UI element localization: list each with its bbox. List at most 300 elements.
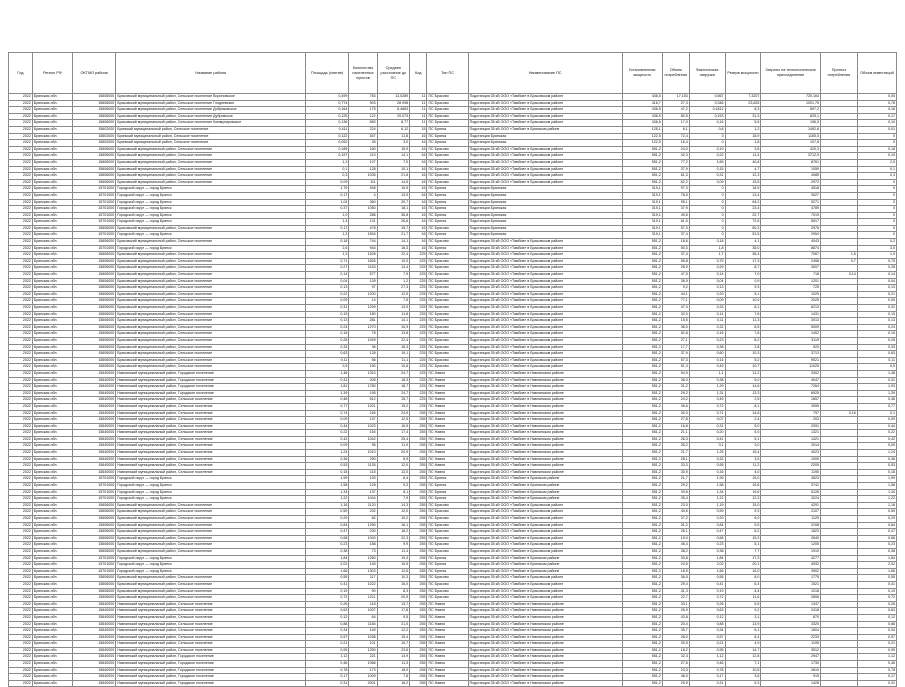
- table-cell[interactable]: 0,38: [689, 344, 725, 351]
- table-cell[interactable]: 52,8: [662, 331, 689, 338]
- table-cell[interactable]: Навлинский муниципальный район, Городское поселение: [116, 384, 306, 391]
- table-cell[interactable]: Брянская обл.: [32, 555, 72, 562]
- table-cell[interactable]: Подстанция 35 кВ ООО «Тамбов» в Брасовском районе: [468, 522, 622, 529]
- table-cell[interactable]: 101: [349, 641, 377, 648]
- table-row[interactable]: [9, 384, 897, 391]
- table-cell[interactable]: 29,2: [662, 483, 689, 490]
- table-cell[interactable]: 2014: [761, 443, 821, 450]
- table-cell[interactable]: ПС Брасово: [427, 166, 468, 173]
- table-cell[interactable]: 16,0: [725, 568, 761, 575]
- table-cell[interactable]: 2022: [9, 443, 33, 450]
- table-cell[interactable]: [820, 318, 857, 325]
- table-cell[interactable]: 0,42: [857, 436, 896, 443]
- table-cell[interactable]: 15640000: [72, 661, 115, 668]
- table-cell[interactable]: 1153: [349, 265, 377, 272]
- table-cell[interactable]: 319,1: [622, 206, 662, 213]
- table-cell[interactable]: 255: [410, 575, 427, 582]
- table-cell[interactable]: 50,3: [662, 245, 689, 252]
- table-cell[interactable]: 15,7: [377, 397, 410, 404]
- table-cell[interactable]: 15640000: [72, 469, 115, 476]
- table-row[interactable]: [9, 450, 897, 457]
- table-cell[interactable]: 2025: [761, 298, 821, 305]
- table-cell[interactable]: 551,2: [622, 159, 662, 166]
- table-row[interactable]: [9, 647, 897, 654]
- table-cell[interactable]: 16,0: [377, 581, 410, 588]
- table-cell[interactable]: 15640000: [72, 403, 115, 410]
- table-cell[interactable]: 21,6: [377, 173, 410, 180]
- table-cell[interactable]: 13,4: [725, 192, 761, 199]
- table-cell[interactable]: Навлинский муниципальный район, Сельское поселение: [116, 397, 306, 404]
- table-cell[interactable]: 17,7: [662, 344, 689, 351]
- table-cell[interactable]: 1910: [761, 548, 821, 555]
- table-cell[interactable]: 825,1: [761, 113, 821, 120]
- table-cell[interactable]: 255: [410, 469, 427, 476]
- table-cell[interactable]: Брянская обл.: [32, 667, 72, 674]
- table-row[interactable]: [9, 331, 897, 338]
- table-cell[interactable]: 16: [410, 159, 427, 166]
- table-cell[interactable]: 15,0: [725, 476, 761, 483]
- table-cell[interactable]: 9,3: [725, 285, 761, 292]
- table-cell[interactable]: 6,4663: [377, 107, 410, 114]
- table-row[interactable]: [9, 377, 897, 384]
- table-cell[interactable]: 15606000: [72, 94, 115, 101]
- table-cell[interactable]: Навлинский муниципальный район, Сельское поселение: [116, 450, 306, 457]
- table-row[interactable]: [9, 423, 897, 430]
- table-cell[interactable]: Подстанция Брянская: [468, 140, 622, 147]
- table-cell[interactable]: Брянская обл.: [32, 562, 72, 569]
- column-header[interactable]: Фактическая нагрузка: [689, 53, 725, 94]
- table-cell[interactable]: 2022: [9, 436, 33, 443]
- table-cell[interactable]: 2022: [9, 364, 33, 371]
- table-cell[interactable]: Навлинский муниципальный район, Сельское поселение: [116, 417, 306, 424]
- table-cell[interactable]: Брянская обл.: [32, 568, 72, 575]
- table-cell[interactable]: ПС Брасово: [427, 588, 468, 595]
- table-cell[interactable]: Брянская обл.: [32, 298, 72, 305]
- table-cell[interactable]: 13,9: [377, 305, 410, 312]
- table-cell[interactable]: 0,11: [857, 357, 896, 364]
- table-cell[interactable]: ПС Брянск: [427, 568, 468, 575]
- table-cell[interactable]: 24,9: [377, 410, 410, 417]
- table-cell[interactable]: 0,15: [857, 311, 896, 318]
- table-cell[interactable]: Брянская обл.: [32, 516, 72, 523]
- table-cell[interactable]: 255: [410, 654, 427, 661]
- table-cell[interactable]: 0,95: [689, 647, 725, 654]
- table-cell[interactable]: Брянская обл.: [32, 219, 72, 226]
- table-cell[interactable]: Подстанция 35 кВ ООО «Тамбов» в Брасовском районе: [468, 305, 622, 312]
- table-row[interactable]: [9, 245, 897, 252]
- table-cell[interactable]: 1184: [349, 621, 377, 628]
- table-cell[interactable]: 15606000: [72, 298, 115, 305]
- table-cell[interactable]: 3712,5: [761, 153, 821, 160]
- table-cell[interactable]: 3,6: [725, 146, 761, 153]
- table-row[interactable]: [9, 100, 897, 107]
- table-cell[interactable]: Брянская обл.: [32, 318, 72, 325]
- table-cell[interactable]: Подстанция 35 кВ ООО «Тамбов» в Брасовском районе: [468, 588, 622, 595]
- table-row[interactable]: [9, 337, 897, 344]
- table-cell[interactable]: ПС Брасово: [427, 344, 468, 351]
- table-cell[interactable]: ПС Навля: [427, 469, 468, 476]
- table-row[interactable]: [9, 258, 897, 265]
- table-cell[interactable]: 1431: [761, 311, 821, 318]
- table-cell[interactable]: Брасовский муниципальный район, Сельское поселение: [116, 166, 306, 173]
- table-cell[interactable]: 2022: [9, 608, 33, 615]
- table-cell[interactable]: Брянская обл.: [32, 192, 72, 199]
- table-cell[interactable]: 0,189: [306, 146, 349, 153]
- table-cell[interactable]: 10,0: [725, 298, 761, 305]
- table-row[interactable]: [9, 489, 897, 496]
- table-cell[interactable]: 0,09: [306, 179, 349, 186]
- table-cell[interactable]: 0,41: [689, 436, 725, 443]
- table-cell[interactable]: Брасовский муниципальный район, Сельское поселение: [116, 522, 306, 529]
- table-cell[interactable]: 12,9: [377, 291, 410, 298]
- table-cell[interactable]: 188: [349, 542, 377, 549]
- table-cell[interactable]: 15640000: [72, 417, 115, 424]
- table-cell[interactable]: ПС Брасово: [427, 595, 468, 602]
- table-cell[interactable]: Брасовский муниципальный район, Сельское поселение Коммунаровское: [116, 120, 306, 127]
- table-cell[interactable]: Навлинский муниципальный район, Городское поселение: [116, 390, 306, 397]
- table-cell[interactable]: Брасовский муниципальный район, Сельское поселение: [116, 291, 306, 298]
- table-cell[interactable]: 0,88: [306, 621, 349, 628]
- table-cell[interactable]: 1780: [349, 384, 377, 391]
- table-cell[interactable]: 23,6: [377, 647, 410, 654]
- table-cell[interactable]: 0: [689, 133, 725, 140]
- table-cell[interactable]: 2022: [9, 456, 33, 463]
- table-row[interactable]: [9, 364, 897, 371]
- table-cell[interactable]: Подстанция 35 кВ ООО «Тамбов» в Брянском районе: [468, 126, 622, 133]
- table-cell[interactable]: 11: [410, 107, 427, 114]
- table-cell[interactable]: [820, 364, 857, 371]
- table-cell[interactable]: Брасовский муниципальный район, Сельское поселение Добриковское: [116, 107, 306, 114]
- table-cell[interactable]: 95,1: [662, 199, 689, 206]
- table-cell[interactable]: Брасовский муниципальный район, Сельское поселение: [116, 153, 306, 160]
- table-cell[interactable]: 8874: [761, 245, 821, 252]
- table-row[interactable]: [9, 502, 897, 509]
- table-cell[interactable]: 17,3: [725, 258, 761, 265]
- table-cell[interactable]: 2022: [9, 186, 33, 193]
- table-cell[interactable]: Подстанция 35 кВ ООО «Тамбов» в Брасовском районе: [468, 331, 622, 338]
- table-cell[interactable]: 870: [761, 614, 821, 621]
- table-cell[interactable]: 1,99: [306, 476, 349, 483]
- table-cell[interactable]: 255: [410, 516, 427, 523]
- table-cell[interactable]: 255: [410, 647, 427, 654]
- table-cell[interactable]: Подстанция 35 кВ ООО «Тамбов» в Брасовском районе: [468, 179, 622, 186]
- table-cell[interactable]: 15640000: [72, 680, 115, 687]
- table-cell[interactable]: 0,21: [857, 641, 896, 648]
- table-cell[interactable]: Брянская обл.: [32, 166, 72, 173]
- table-cell[interactable]: 0,53: [306, 463, 349, 470]
- table-cell[interactable]: 2022: [9, 667, 33, 674]
- table-cell[interactable]: 551,2: [622, 265, 662, 272]
- table-row[interactable]: [9, 232, 897, 239]
- table-cell[interactable]: Брасовский муниципальный район, Сельское поселение: [116, 529, 306, 536]
- table-cell[interactable]: Брянская обл.: [32, 272, 72, 279]
- table-cell[interactable]: 77,1: [662, 298, 689, 305]
- table-cell[interactable]: 551,2: [622, 614, 662, 621]
- table-cell[interactable]: ПС Брасово: [427, 529, 468, 536]
- table-cell[interactable]: [820, 245, 857, 252]
- table-cell[interactable]: 90: [349, 588, 377, 595]
- table-cell[interactable]: Брянский муниципальный район, Сельское поселение: [116, 140, 306, 147]
- table-cell[interactable]: 0,44: [857, 423, 896, 430]
- table-cell[interactable]: Брянская обл.: [32, 608, 72, 615]
- table-cell[interactable]: [820, 311, 857, 318]
- table-cell[interactable]: 551,2: [622, 661, 662, 668]
- table-cell[interactable]: 16,5: [377, 423, 410, 430]
- table-cell[interactable]: Брянская обл.: [32, 140, 72, 147]
- table-cell[interactable]: Подстанция 35 кВ ООО «Тамбов» в Брасовском районе: [468, 100, 622, 107]
- table-cell[interactable]: ПС Брасово: [427, 331, 468, 338]
- table-cell[interactable]: 0,16: [689, 469, 725, 476]
- table-cell[interactable]: [820, 443, 857, 450]
- table-row[interactable]: [9, 522, 897, 529]
- table-cell[interactable]: 1,16: [857, 502, 896, 509]
- table-cell[interactable]: 55,8: [662, 258, 689, 265]
- table-cell[interactable]: [820, 661, 857, 668]
- table-cell[interactable]: 35,7: [662, 628, 689, 635]
- table-cell[interactable]: Брянская обл.: [32, 311, 72, 318]
- table-cell[interactable]: 16: [410, 245, 427, 252]
- table-cell[interactable]: 225: [410, 298, 427, 305]
- table-cell[interactable]: 8,3: [725, 107, 761, 114]
- table-cell[interactable]: Подстанция 35 кВ ООО «Тамбов» в Навлинском районе: [468, 614, 622, 621]
- table-cell[interactable]: 0,37: [306, 206, 349, 213]
- table-cell[interactable]: 255: [410, 601, 427, 608]
- table-cell[interactable]: 225: [410, 285, 427, 292]
- table-cell[interactable]: 15606000: [72, 265, 115, 272]
- table-cell[interactable]: Навлинский муниципальный район, Городское поселение: [116, 667, 306, 674]
- table-row[interactable]: [9, 370, 897, 377]
- table-cell[interactable]: 551,2: [622, 575, 662, 582]
- table-cell[interactable]: 8,1: [377, 489, 410, 496]
- table-row[interactable]: [9, 417, 897, 424]
- table-cell[interactable]: 2022: [9, 239, 33, 246]
- table-cell[interactable]: 15,2: [377, 403, 410, 410]
- table-cell[interactable]: Брянская обл.: [32, 529, 72, 536]
- table-cell[interactable]: 3302: [761, 370, 821, 377]
- table-cell[interactable]: ПС Брянск: [427, 212, 468, 219]
- table-cell[interactable]: 0: [857, 179, 896, 186]
- table-cell[interactable]: 0,18: [857, 469, 896, 476]
- table-cell[interactable]: 0,34: [857, 628, 896, 635]
- table-cell[interactable]: 16: [410, 232, 427, 239]
- table-cell[interactable]: 0,15: [857, 331, 896, 338]
- table-cell[interactable]: Подстанция 35 кВ ООО «Тамбов» в Навлинском районе: [468, 423, 622, 430]
- table-cell[interactable]: 0,26: [306, 601, 349, 608]
- table-cell[interactable]: Городской округ — город Брянск: [116, 496, 306, 503]
- column-header[interactable]: Объем потребления: [662, 53, 689, 94]
- table-cell[interactable]: 145: [349, 562, 377, 569]
- table-cell[interactable]: ПС Брасово: [427, 542, 468, 549]
- table-cell[interactable]: 0,09: [689, 179, 725, 186]
- table-cell[interactable]: Навлинский муниципальный район, Городское поселение: [116, 377, 306, 384]
- table-row[interactable]: [9, 667, 897, 674]
- table-cell[interactable]: 0,49: [689, 364, 725, 371]
- table-cell[interactable]: 28,998: [377, 100, 410, 107]
- table-cell[interactable]: 51,5: [725, 232, 761, 239]
- table-cell[interactable]: 0,31: [857, 305, 896, 312]
- table-row[interactable]: [9, 311, 897, 318]
- table-cell[interactable]: 11: [410, 94, 427, 101]
- table-cell[interactable]: 29,2: [662, 390, 689, 397]
- table-cell[interactable]: 0,18: [306, 239, 349, 246]
- table-cell[interactable]: 551,2: [622, 430, 662, 437]
- table-cell[interactable]: Подстанция Брянская: [468, 192, 622, 199]
- table-cell[interactable]: ПС Навля: [427, 601, 468, 608]
- table-cell[interactable]: 2022: [9, 680, 33, 687]
- table-cell[interactable]: 551,2: [622, 252, 662, 259]
- table-cell[interactable]: 8761: [761, 159, 821, 166]
- table-cell[interactable]: 2022: [9, 601, 33, 608]
- table-cell[interactable]: 1010: [349, 450, 377, 457]
- table-row[interactable]: [9, 94, 897, 101]
- table-cell[interactable]: 1,99: [689, 476, 725, 483]
- table-cell[interactable]: 15,5: [377, 186, 410, 193]
- table-cell[interactable]: 22,7: [662, 595, 689, 602]
- table-cell[interactable]: 0,60: [689, 351, 725, 358]
- table-cell[interactable]: ПС Навля: [427, 384, 468, 391]
- table-cell[interactable]: 1,4: [306, 219, 349, 226]
- table-cell[interactable]: [820, 357, 857, 364]
- table-cell[interactable]: 64,2: [725, 199, 761, 206]
- table-cell[interactable]: 0,14: [820, 272, 857, 279]
- table-cell[interactable]: 2,5: [725, 397, 761, 404]
- table-cell[interactable]: 0,27: [306, 265, 349, 272]
- column-header[interactable]: Наименование ПС: [468, 53, 622, 94]
- table-cell[interactable]: 15701000: [72, 212, 115, 219]
- table-cell[interactable]: 551,2: [622, 469, 662, 476]
- table-cell[interactable]: 0,122: [306, 133, 349, 140]
- table-cell[interactable]: Брянская обл.: [32, 384, 72, 391]
- table-cell[interactable]: 15606000: [72, 331, 115, 338]
- table-cell[interactable]: Подстанция 35 кВ ООО «Тамбов» в Навлинском районе: [468, 403, 622, 410]
- table-cell[interactable]: 547: [349, 133, 377, 140]
- table-cell[interactable]: Брасовский муниципальный район, Сельское поселение: [116, 225, 306, 232]
- table-cell[interactable]: 15606000: [72, 535, 115, 542]
- table-cell[interactable]: ПС Брасово: [427, 272, 468, 279]
- table-cell[interactable]: [820, 278, 857, 285]
- table-cell[interactable]: 0,33: [689, 305, 725, 312]
- table-cell[interactable]: [820, 469, 857, 476]
- table-cell[interactable]: [820, 331, 857, 338]
- table-cell[interactable]: 2022: [9, 278, 33, 285]
- table-cell[interactable]: ПС Брянск: [427, 483, 468, 490]
- table-cell[interactable]: 4,7: [725, 166, 761, 173]
- table-cell[interactable]: 0,11: [306, 357, 349, 364]
- table-cell[interactable]: 0,23: [857, 542, 896, 549]
- table-cell[interactable]: ПС Брянск: [427, 133, 468, 140]
- table-cell[interactable]: 225: [410, 278, 427, 285]
- table-cell[interactable]: Подстанция Брянская: [468, 133, 622, 140]
- table-cell[interactable]: [820, 186, 857, 193]
- table-cell[interactable]: 39,5: [662, 641, 689, 648]
- table-cell[interactable]: 9,5: [377, 614, 410, 621]
- table-cell[interactable]: 2022: [9, 496, 33, 503]
- table-cell[interactable]: 154: [349, 430, 377, 437]
- table-cell[interactable]: 0,48: [306, 397, 349, 404]
- table-cell[interactable]: 948: [349, 186, 377, 193]
- table-cell[interactable]: Брянская обл.: [32, 337, 72, 344]
- table-cell[interactable]: [820, 529, 857, 536]
- table-row[interactable]: [9, 601, 897, 608]
- table-cell[interactable]: 15606000: [72, 166, 115, 173]
- table-cell[interactable]: 0,5: [857, 364, 896, 371]
- table-cell[interactable]: 0,14: [689, 311, 725, 318]
- table-cell[interactable]: 225: [410, 258, 427, 265]
- table-cell[interactable]: 0,29: [306, 516, 349, 523]
- table-cell[interactable]: 4,1: [725, 239, 761, 246]
- table-cell[interactable]: Подстанция 35 кВ ООО «Тамбов» в Брянском районе: [468, 483, 622, 490]
- table-cell[interactable]: 15640000: [72, 614, 115, 621]
- table-cell[interactable]: 0,47: [689, 529, 725, 536]
- table-cell[interactable]: 9,3: [725, 509, 761, 516]
- table-cell[interactable]: 15640000: [72, 397, 115, 404]
- table-cell[interactable]: 319,1: [622, 219, 662, 226]
- table-cell[interactable]: ПС Навля: [427, 370, 468, 377]
- table-cell[interactable]: 1,22: [689, 496, 725, 503]
- table-cell[interactable]: 15606000: [72, 278, 115, 285]
- table-cell[interactable]: Подстанция 35 кВ ООО «Тамбов» в Брасовском районе: [468, 146, 622, 153]
- table-cell[interactable]: 0,7: [820, 258, 857, 265]
- table-cell[interactable]: 255: [410, 581, 427, 588]
- table-cell[interactable]: 36,9: [662, 278, 689, 285]
- table-cell[interactable]: 0,88: [689, 621, 725, 628]
- table-cell[interactable]: 0,14: [689, 272, 725, 279]
- table-cell[interactable]: 45,4: [662, 542, 689, 549]
- table-cell[interactable]: 436,5: [622, 94, 662, 101]
- table-cell[interactable]: ПС Брасово: [427, 239, 468, 246]
- table-cell[interactable]: 0,72: [689, 595, 725, 602]
- table-cell[interactable]: 0: [857, 206, 896, 213]
- table-cell[interactable]: 18,2: [377, 529, 410, 536]
- table-cell[interactable]: 0,22: [306, 430, 349, 437]
- table-cell[interactable]: Навлинский муниципальный район, Сельское поселение: [116, 430, 306, 437]
- table-cell[interactable]: Навлинский муниципальный район, Сельское поселение: [116, 423, 306, 430]
- table-row[interactable]: [9, 272, 897, 279]
- table-cell[interactable]: 13,0: [377, 469, 410, 476]
- table-cell[interactable]: 4047: [761, 377, 821, 384]
- table-cell[interactable]: 2,5: [857, 159, 896, 166]
- table-cell[interactable]: 15640000: [72, 370, 115, 377]
- table-cell[interactable]: 1,66: [306, 568, 349, 575]
- table-cell[interactable]: 82: [349, 516, 377, 523]
- table-cell[interactable]: 255: [410, 614, 427, 621]
- table-cell[interactable]: 0,78: [306, 667, 349, 674]
- table-cell[interactable]: 15701000: [72, 199, 115, 206]
- table-cell[interactable]: 4,4: [725, 588, 761, 595]
- table-cell[interactable]: Брянская обл.: [32, 126, 72, 133]
- table-cell[interactable]: 551,2: [622, 278, 662, 285]
- table-cell[interactable]: 1521: [761, 581, 821, 588]
- table-cell[interactable]: 21,7: [662, 476, 689, 483]
- column-header[interactable]: Тип ПС: [427, 53, 468, 94]
- table-cell[interactable]: ПС Брасово: [427, 318, 468, 325]
- table-cell[interactable]: 0,13: [306, 285, 349, 292]
- table-row[interactable]: [9, 397, 897, 404]
- table-row[interactable]: [9, 212, 897, 219]
- table-cell[interactable]: 1211: [349, 595, 377, 602]
- table-cell[interactable]: 60,3: [725, 225, 761, 232]
- table-cell[interactable]: 11,6: [725, 595, 761, 602]
- table-row[interactable]: [9, 595, 897, 602]
- table-cell[interactable]: ПС Навля: [427, 661, 468, 668]
- table-cell[interactable]: 15640000: [72, 377, 115, 384]
- table-cell[interactable]: 551,2: [622, 443, 662, 450]
- table-cell[interactable]: 31,3: [725, 113, 761, 120]
- table-cell[interactable]: 3,6: [725, 674, 761, 681]
- table-cell[interactable]: Подстанция Брянская: [468, 219, 622, 226]
- table-cell[interactable]: 15606000: [72, 351, 115, 358]
- table-cell[interactable]: [820, 509, 857, 516]
